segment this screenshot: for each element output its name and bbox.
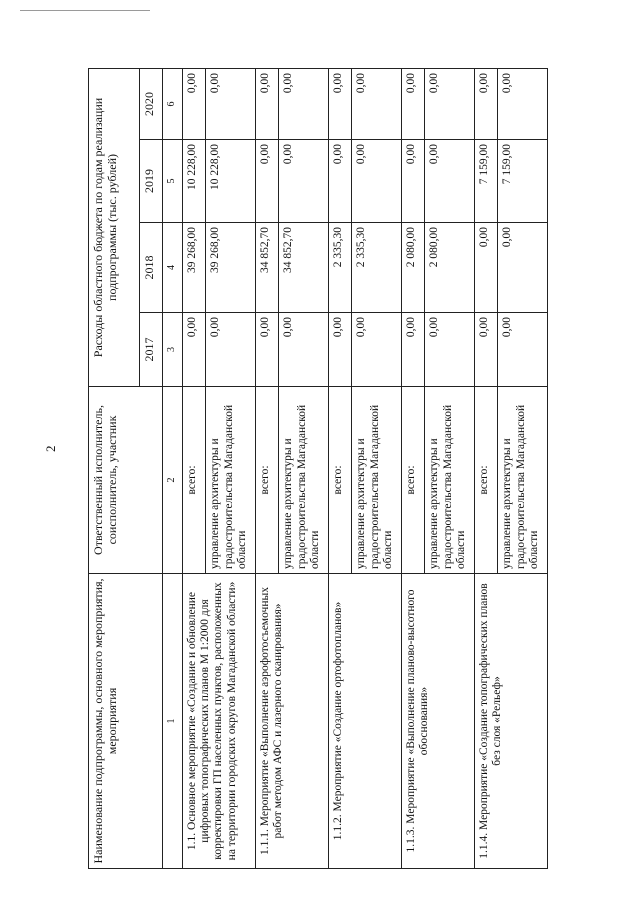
- column-number: 5: [163, 140, 183, 223]
- value-cell: 0,00: [352, 140, 402, 223]
- header-year: 2020: [140, 68, 163, 139]
- header-expenses: Расходы областного бюджета по годам реализации подпрограммы (тыс. рублей): [89, 68, 140, 386]
- measure-name: 1.1.1. Мероприятие «Выполнение аэрофотосъемочных работ методом АФС и лазерного сканирования»: [256, 574, 329, 869]
- column-number: 3: [163, 313, 183, 387]
- executor-name: управление архитектуры и градостроительства Магаданской области: [206, 387, 256, 574]
- header-name: Наименование подпрограммы, основного мероприятия, мероприятия: [89, 574, 163, 869]
- executor-name: управление архитектуры и градостроительства Магаданской области: [425, 387, 475, 574]
- value-cell: 0,00: [328, 313, 351, 387]
- value-cell: 0,00: [498, 313, 548, 387]
- value-cell: 0,00: [352, 68, 402, 139]
- value-cell: 0,00: [474, 223, 497, 313]
- total-label: всего:: [474, 387, 497, 574]
- rotated-table-wrapper: [88, 69, 548, 869]
- total-label: всего:: [183, 387, 206, 574]
- column-number: 1: [163, 574, 183, 869]
- value-cell: 0,00: [279, 313, 329, 387]
- page-number: 2: [43, 445, 58, 452]
- value-cell: 0,00: [474, 68, 497, 139]
- table-row: [474, 68, 497, 868]
- value-cell: 0,00: [183, 313, 206, 387]
- value-cell: 0,00: [498, 68, 548, 139]
- value-cell: 10 228,00: [206, 140, 256, 223]
- measure-name: 1.1.4. Мероприятие «Создание топографических планов без слоя «Рельеф»: [474, 574, 547, 869]
- column-number: 4: [163, 223, 183, 313]
- value-cell: 2 080,00: [425, 223, 475, 313]
- table-row: [256, 68, 279, 868]
- value-cell: 2 335,30: [352, 223, 402, 313]
- top-edge-mark: [20, 10, 150, 11]
- value-cell: 0,00: [206, 313, 256, 387]
- measure-name: 1.1.2. Мероприятие «Создание ортофотопланов»: [328, 574, 401, 869]
- table-row: [183, 68, 206, 868]
- measure-name: 1.1.3. Мероприятие «Выполнение планово-высотного обоснования»: [401, 574, 474, 869]
- executor-name: управление архитектуры и градостроительства Магаданской области: [279, 387, 329, 574]
- value-cell: 2 335,30: [328, 223, 351, 313]
- value-cell: 0,00: [279, 140, 329, 223]
- executor-name: управление архитектуры и градостроительства Магаданской области: [498, 387, 548, 574]
- value-cell: 0,00: [401, 313, 424, 387]
- value-cell: 2 080,00: [401, 223, 424, 313]
- value-cell: 0,00: [328, 68, 351, 139]
- value-cell: 34 852,70: [256, 223, 279, 313]
- value-cell: 0,00: [474, 313, 497, 387]
- value-cell: 0,00: [206, 68, 256, 139]
- value-cell: 0,00: [401, 68, 424, 139]
- value-cell: 0,00: [352, 313, 402, 387]
- value-cell: 0,00: [401, 140, 424, 223]
- value-cell: 0,00: [256, 140, 279, 223]
- value-cell: 0,00: [498, 223, 548, 313]
- column-number: 6: [163, 68, 183, 139]
- value-cell: 7 159,00: [498, 140, 548, 223]
- budget-table: [88, 68, 548, 869]
- value-cell: 0,00: [256, 313, 279, 387]
- value-cell: 0,00: [279, 68, 329, 139]
- value-cell: 0,00: [425, 68, 475, 139]
- value-cell: 0,00: [328, 140, 351, 223]
- column-number: 2: [163, 387, 183, 574]
- value-cell: 34 852,70: [279, 223, 329, 313]
- total-label: всего:: [256, 387, 279, 574]
- measure-name: 1.1. Основное мероприятие «Создание и обновление цифровых топографических планов М 1:2000 для корректировки ГП населенных пунктов, расположенных на территории городских округов Магаданской области»: [183, 574, 256, 869]
- header-year: 2017: [140, 313, 163, 387]
- value-cell: 0,00: [256, 68, 279, 139]
- value-cell: 7 159,00: [474, 140, 497, 223]
- header-year: 2019: [140, 140, 163, 223]
- table-row: [328, 68, 351, 868]
- header-executor: Ответственный исполнитель, соисполнитель, участник: [89, 387, 163, 574]
- value-cell: 0,00: [183, 68, 206, 139]
- value-cell: 10 228,00: [183, 140, 206, 223]
- total-label: всего:: [328, 387, 351, 574]
- total-label: всего:: [401, 387, 424, 574]
- header-year: 2018: [140, 223, 163, 313]
- value-cell: 0,00: [425, 140, 475, 223]
- table-row: [401, 68, 424, 868]
- value-cell: 39 268,00: [206, 223, 256, 313]
- executor-name: управление архитектуры и градостроительства Магаданской области: [352, 387, 402, 574]
- value-cell: 39 268,00: [183, 223, 206, 313]
- value-cell: 0,00: [425, 313, 475, 387]
